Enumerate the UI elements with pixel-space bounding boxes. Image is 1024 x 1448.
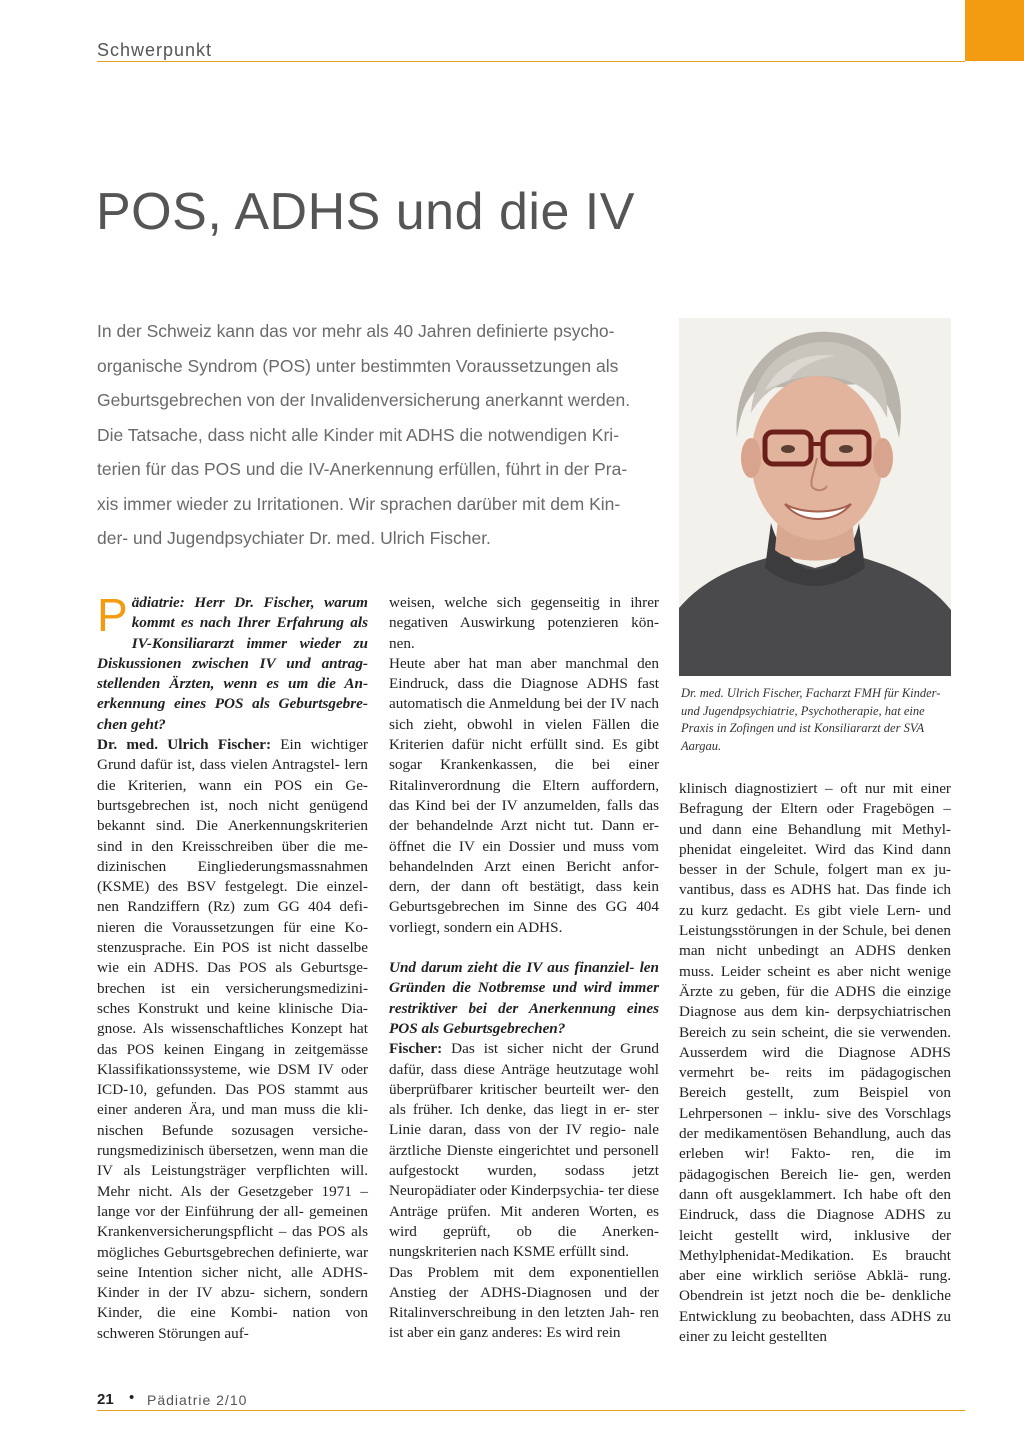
corner-tab [965, 0, 1024, 61]
journal-issue: Pädiatrie 2/10 [147, 1392, 248, 1408]
answer-2: Das ist sicher nicht der Grund dafür, dass diese Anträge heutzutage wohl überprüfbarer kritischer beurteilt wer- den als früher. Ich denke, das liegt in er- ster Linie daran, dass von der IV regio- nale ärztliche Dienste eingerichtet und personell aufgestockt wurden, sodass jetzt Neuropädiater oder Kinderpsychia- ter diese Anträge prüfen. Mit anderen Worten, es wird geprüft, ob die Anerken- nungskriterien nach KSME erfüllt sind. [389, 1040, 659, 1261]
question-2: Und darum zieht die IV aus finanziel- len Gründen die Notbremse und wird immer restriktiver bei der Anerkennung eines POS als Geburtsgebrechen? [389, 959, 659, 1037]
footer-bullet: • [129, 1389, 135, 1406]
section-label: Schwerpunkt [97, 40, 213, 60]
answer-2-continued: klinisch diagnostiziert – oft nur mit einer Befragung der Eltern oder Fragebögen – und dann eine Behandlung mit Methyl- phenidat eingeleitet. Wird das Kind dann besser in der Schule, folgert man ex ju- vantibus, dass es ADHS hat. Das finde ich zu kurz gedacht. Es gibt viele Lern- und Leistungsstörungen in der Schule, bei denen man nicht unbedingt an ADHS denken muss. Leider scheint es aber nicht wenige Ärzte zu geben, für die ADHS die einzige Diagnose aus dem kin- derpsychiatrischen Bereich zu sein scheint, die sie verwenden. Ausserdem wird die Diagnose ADHS vermehrt be- reits im pädagogischen Bereich gestellt, zum Beispiel von Lehrpersonen – inklu- sive des Vorschlags der medikamentösen Behandlung, auch das erleben wir! Fakto- ren, die im pädagogischen Bereich lie- gen, werden dann oft ausgeklammert. Ich habe oft den Eindruck, dass die Diagnose ADHS zu leicht gestellt wird, inklusive der Methylphenidat-Medikation. Es braucht aber eine wirklich seriöse Abklä- rung. Obendrein ist jetzt noch die be- denkliche Entwicklung zu beobachten, dass ADHS zu einer zu leicht gestellten [679, 780, 951, 1346]
page-number: 21 [97, 1391, 114, 1408]
speaker-name: Dr. med. Ulrich Fischer: [97, 736, 272, 754]
answer-1-continued: weisen, welche sich gegenseitig in ihrer negativen Auswirkung potenzieren kön- nen. [389, 594, 659, 652]
answer-1-paragraph-2: Heute aber hat man aber manchmal den Eindruck, dass die Diagnose ADHS fast automatisch die Anmeldung bei der IV nach sich zieht, obwohl in vielen Fällen die Kriterien dafür nicht erfüllt sind. Es gibt sogar Krankenkassen, die bei einer Ritalinverordnung die Eltern auffordern, das Kind bei der IV anzumelden, falls das der behandelnde Arzt nicht tut. Dann er- öffnet die IV ein Dossier und muss vom behandelnden Arzt einen Bericht anfor- dern, der dann oft bestätigt, dass kein Geburtsgebrechen im Sinne des GG 404 vorliegt, sondern ein ADHS. [389, 654, 659, 936]
portrait-photo [679, 318, 951, 676]
header-rule [97, 61, 965, 62]
body-column-1 [97, 589, 368, 1344]
drop-cap: P [97, 589, 128, 641]
question-1: ädiatrie: Herr Dr. Fischer, warum kommt es nach Ihrer Erfahrung als IV-Konsiliararzt immer wieder zu Diskussionen zwischen IV und antrag- stellenden Ärzten, wenn es um die An- erkennung eines POS als Geburtsgebre- chen geht? [97, 594, 368, 733]
speaker-short-name: Fischer: [389, 1040, 443, 1058]
answer-2-paragraph-2: Das Problem mit dem exponentiellen Anstieg der ADHS-Diagnosen und der Ritalinverschreibung in den letzten Jah- ren ist aber ein ganz anderes: Es wird rein [389, 1263, 659, 1342]
body-column-2 [389, 593, 659, 1344]
answer-1: Ein wichtiger Grund dafür ist, dass vielen Antragstel- lern die Kriterien, wann ein POS ein Ge- burtsgebrechen ist, noch nicht genügend bekannt sind. Die Anerkennungskriterien sind in den Kreisschreiben über die me- dizinischen Eingliederungsmassnahmen (KSME) des BSV festgelegt. Die einzel- nen Randziffern (Rz) zum GG 404 defi- nieren die Voraussetzungen für eine Ko- stenzusprache. Ein POS ist nicht dasselbe wie ein ADHS. Das POS als Geburtsge- brechen ist ein versicherungsmedizini- sches Konstrukt und keine klinische Dia- gnose. Als wissenschaftliches Konzept hat das POS keinen Eingang in zeitgemässe Klassifikationssysteme, wie DSM IV oder ICD-10, gefunden. Das POS stammt aus einer anderen Ära, und man muss die kli- nischen Befunde sozusagen versiche- rungsmedizinisch übersetzen, wenn man die IV als Leistungsträger verpflichten will. Mehr nicht. Als der Gesetzgeber 1971 – lange vor der Einführung der all- gemeinen Krankenversicherungspflicht – das POS als mögliches Geburtsgebrechen definierte, war seine Intention sicher nicht, alle ADHS-Kinder in der IV abzu- sichern, sondern Kinder, die eine Kombi- nation von schweren Störungen auf- [97, 736, 368, 1342]
portrait-illustration [679, 318, 951, 676]
body-column-3 [679, 779, 951, 1347]
photo-caption: Dr. med. Ulrich Fischer, Facharzt FMH für Kinder- und Jugendpsychiatrie, Psychotherapie, hat eine Praxis in Zofingen und ist Konsiliararzt der SVA Aargau. [681, 686, 941, 753]
article-intro: In der Schweiz kann das vor mehr als 40 Jahren definierte psycho- organische Syndrom (POS) unter bestimmten Voraussetzungen als Geburtsgebrechen von der Invalidenversicherung anerkannt werden. Die Tatsache, dass nicht alle Kinder mit ADHS die notwendigen Kri- terien für das POS und die IV-Anerkennung erfüllen, führt in der Pra- xis immer wieder zu Irritationen. Wir sprachen darüber mit dem Kin- der- und Jugendpsychiater Dr. med. Ulrich Fischer. [97, 321, 631, 548]
footer-rule [97, 1410, 965, 1411]
article-title: POS, ADHS und die IV [96, 183, 635, 241]
